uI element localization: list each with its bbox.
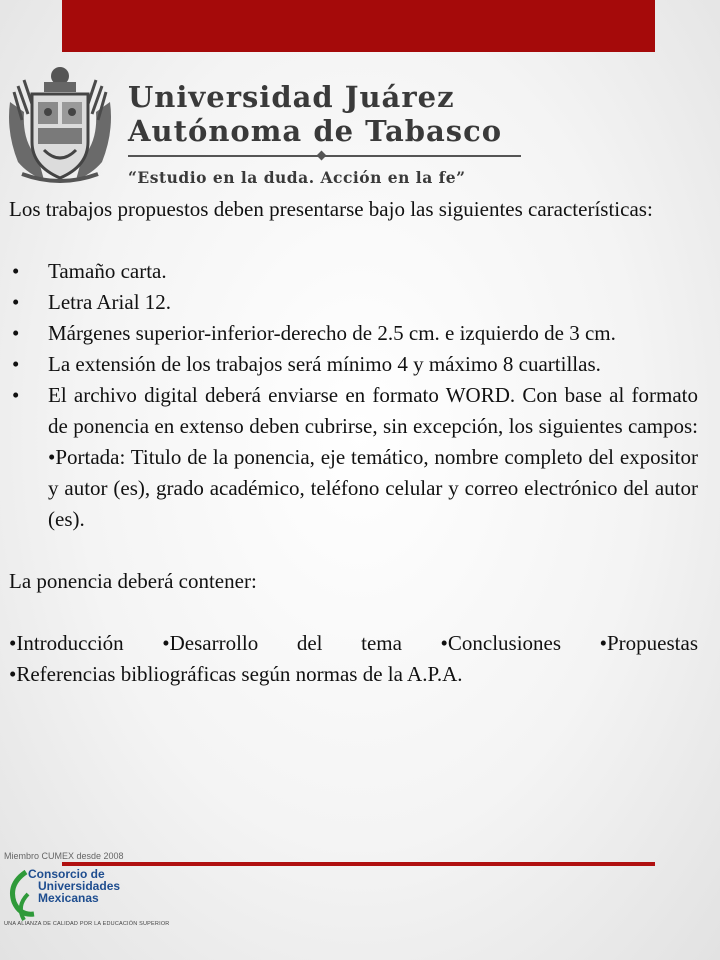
bottom-accent-rule [62, 862, 655, 866]
content-items-line2: •Referencias bibliográficas según normas de la A.P.A. [9, 662, 463, 686]
requirements-list [9, 256, 698, 535]
requirement-text: Márgenes superior-inferior-derecho de 2.5 cm. e izquierdo de 3 cm. [48, 321, 616, 345]
spacer [9, 225, 698, 256]
bullet-icon: • [12, 383, 20, 407]
university-name [128, 80, 528, 148]
university-motto: “Estudio en la duda. Acción en la fe” [128, 168, 466, 187]
requirement-text: El archivo digital deberá enviarse en formato WORD. Con base al formato de ponencia en extenso deben cubrirse, sin excepción, los siguientes campos: •Portada: Titulo de la ponencia, eje temático, nombre completo del expositor y autor (es), grado académico, teléfono celular y correo electrónico del autor (es). [48, 383, 698, 531]
list-item [9, 287, 698, 318]
top-accent-bar [62, 0, 655, 52]
university-name-line1: Universidad Juárez [128, 80, 455, 114]
list-item [9, 318, 698, 349]
cumex-name-line2: Universidades [38, 879, 121, 893]
content-items-line1: •Introducción •Desarrollo del tema •Conclusiones •Propuestas [9, 631, 698, 655]
requirement-text: Tamaño carta. [48, 259, 167, 283]
list-item [9, 256, 698, 287]
content-heading: La ponencia deberá contener: [9, 569, 257, 593]
list-item [9, 349, 698, 380]
spacer [9, 597, 698, 628]
bullet-icon: • [12, 290, 20, 314]
cumex-tagline: UNA ALIANZA DE CALIDAD POR LA EDUCACIÓN SUPERIOR [4, 921, 170, 927]
cumex-name [28, 868, 120, 904]
intro-paragraph: Los trabajos propuestos deben presentarse bajo las siguientes características: [9, 197, 653, 221]
divider-diamond-icon [317, 151, 327, 161]
university-name-line2: Autónoma de Tabasco [128, 114, 503, 148]
requirement-text: Letra Arial 12. [48, 290, 172, 314]
document-body [9, 194, 698, 690]
bullet-icon: • [12, 352, 20, 376]
list-item [9, 380, 698, 535]
cumex-name-line1: Consorcio de [28, 867, 105, 881]
cumex-name-line3: Mexicanas [38, 891, 99, 905]
requirement-text: La extensión de los trabajos será mínimo 4 y máximo 8 cuartillas. [48, 352, 601, 376]
cumex-member-text: Miembro CUMEX desde 2008 [4, 851, 124, 861]
spacer [9, 535, 698, 566]
ujat-seal-icon [4, 62, 116, 186]
bullet-icon: • [12, 321, 20, 345]
bullet-icon: • [12, 259, 20, 283]
